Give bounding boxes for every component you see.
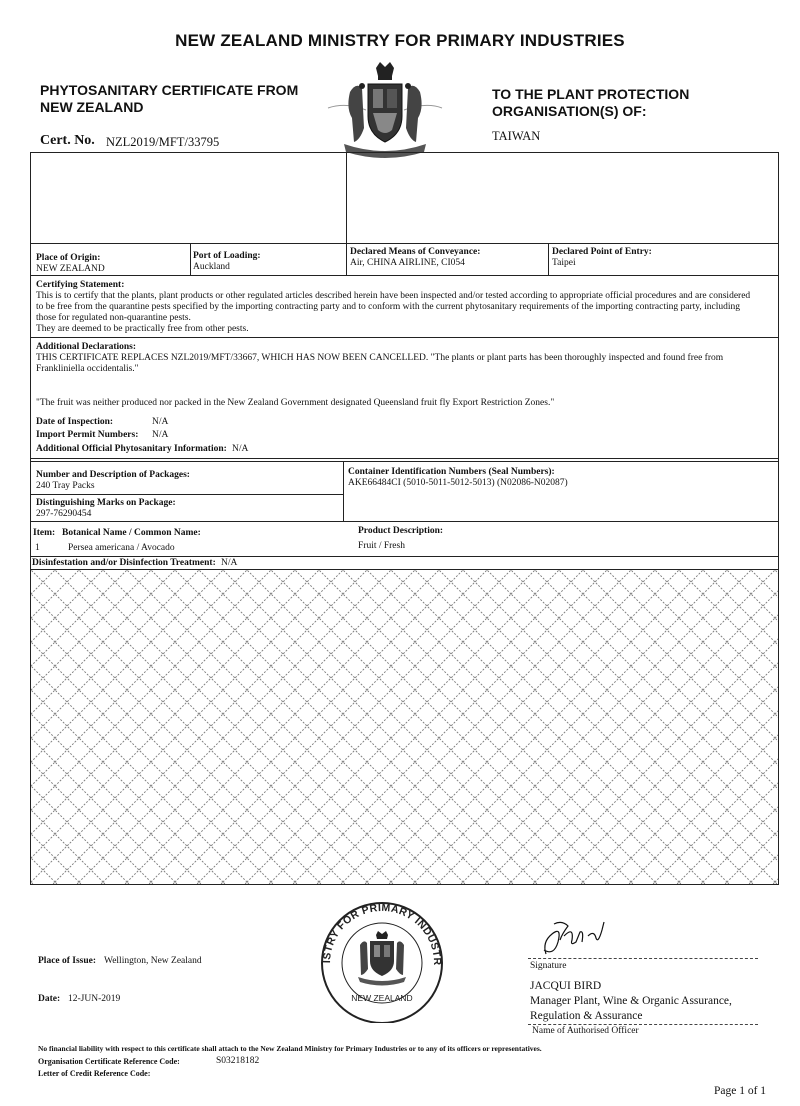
point-of-entry-value: Taipei — [552, 258, 576, 268]
date-value: 12-JUN-2019 — [68, 994, 121, 1004]
packages-label: Number and Description of Packages: — [36, 470, 190, 480]
officer-title-line1: Manager Plant, Wine & Organic Assurance, — [530, 995, 732, 1007]
additional-line3: "The fruit was neither produced nor packed in the New Zealand Government designated Queensland fruit fly Export Restriction Zones." — [36, 398, 555, 408]
page-number: Page 1 of 1 — [714, 1085, 767, 1097]
certifying-line4: They are deemed to be practically free from other pests. — [36, 324, 249, 334]
certificate-title-line2: NEW ZEALAND — [40, 99, 144, 115]
aopi-value: N/A — [232, 444, 249, 454]
port-of-loading-value: Auckland — [193, 262, 230, 272]
botanical-name-label: Botanical Name / Common Name: — [62, 528, 201, 538]
to-organisation-line1: TO THE PLANT PROTECTION — [492, 86, 690, 102]
product-description-label: Product Description: — [358, 526, 444, 536]
place-of-issue-label: Place of Issue: — [38, 956, 97, 966]
certifying-line1: This is to certify that the plants, plant products or other regulated articles described herein have been inspected and/or tested according to appropriate official procedures and are considered — [36, 291, 751, 301]
item-label: Item: — [33, 528, 56, 538]
certifying-statement-label: Certifying Statement: — [36, 280, 125, 290]
date-of-inspection-label: Date of Inspection: — [36, 417, 114, 427]
liability-notice: No financial liability with respect to this certificate shall attach to the New Zealand Ministry for Primary Industries or to any of its officers or representatives. — [38, 1044, 542, 1053]
conveyance-label: Declared Means of Conveyance: — [350, 247, 481, 257]
destination-country: TAIWAN — [492, 129, 541, 143]
port-of-loading-label: Port of Loading: — [193, 251, 261, 261]
import-permit-value: N/A — [152, 430, 169, 440]
treatment-value: N/A — [221, 558, 238, 568]
signature-label: Signature — [530, 961, 567, 971]
seal-center-text: NEW ZEALAND — [351, 993, 413, 1003]
import-permit-label: Import Permit Numbers: — [36, 430, 139, 440]
product-description-value: Fruit / Fresh — [358, 541, 405, 551]
item-number: 1 — [35, 543, 40, 553]
container-id-value: AKE66484CI (5010-5011-5012-5013) (N02086-N02087) — [348, 478, 568, 488]
certifying-line3: those for regulated non-quarantine pests. — [36, 313, 191, 323]
seal-ring-text: ISTRY FOR PRIMARY INDUSTR — [320, 901, 444, 966]
org-reference-value: S03218182 — [216, 1056, 260, 1066]
botanical-name-value: Persea americana / Avocado — [68, 543, 175, 553]
letter-of-credit-label: Letter of Credit Reference Code: — [38, 1069, 151, 1078]
certificate-title-line1: PHYTOSANITARY CERTIFICATE FROM — [40, 82, 299, 98]
officer-name: JACQUI BIRD — [530, 980, 602, 992]
additional-line1: THIS CERTIFICATE REPLACES NZL2019/MFT/33667, WHICH HAS NOW BEEN CANCELLED. "The plants or plant parts has been thoroughly inspected and found free from — [36, 353, 724, 363]
coat-of-arms-emblem — [326, 58, 444, 162]
place-of-issue-value: Wellington, New Zealand — [104, 956, 202, 966]
date-label: Date: — [38, 994, 61, 1004]
certifying-line2: to be free from the quarantine pests specified by the importing contracting party and to conform with the current phytosanitary requirements of the importing contracting party, including — [36, 302, 741, 312]
origin-label: Place of Origin: — [36, 253, 101, 263]
ministry-title: NEW ZEALAND MINISTRY FOR PRIMARY INDUSTRIES — [175, 31, 625, 50]
to-organisation-line2: ORGANISATION(S) OF: — [492, 103, 647, 119]
cert-no-value: NZL2019/MFT/33795 — [106, 135, 220, 149]
container-id-label: Container Identification Numbers (Seal Numbers): — [348, 467, 555, 477]
handwritten-signature — [532, 912, 622, 958]
distinguishing-marks-label: Distinguishing Marks on Package: — [36, 498, 176, 508]
aopi-label: Additional Official Phytosanitary Information: — [36, 444, 227, 454]
packages-value: 240 Tray Packs — [36, 481, 95, 491]
org-reference-label: Organisation Certificate Reference Code: — [38, 1057, 180, 1066]
point-of-entry-label: Declared Point of Entry: — [552, 247, 652, 257]
date-of-inspection-value: N/A — [152, 417, 169, 427]
distinguishing-marks-value: 297-76290454 — [36, 509, 92, 519]
treatment-label: Disinfestation and/or Disinfection Treatment: — [32, 558, 216, 568]
cert-no-label: Cert. No. — [40, 133, 95, 148]
origin-value: NEW ZEALAND — [36, 264, 105, 274]
conveyance-value: Air, CHINA AIRLINE, CI054 — [350, 258, 465, 268]
additional-line2: Frankliniella occidentalis." — [36, 364, 139, 374]
ministry-seal — [314, 899, 450, 1023]
crosshatch-void-area — [31, 570, 778, 884]
authorised-officer-label: Name of Authorised Officer — [532, 1026, 639, 1036]
additional-declarations-label: Additional Declarations: — [36, 342, 137, 352]
officer-title-line2: Regulation & Assurance — [530, 1010, 643, 1022]
